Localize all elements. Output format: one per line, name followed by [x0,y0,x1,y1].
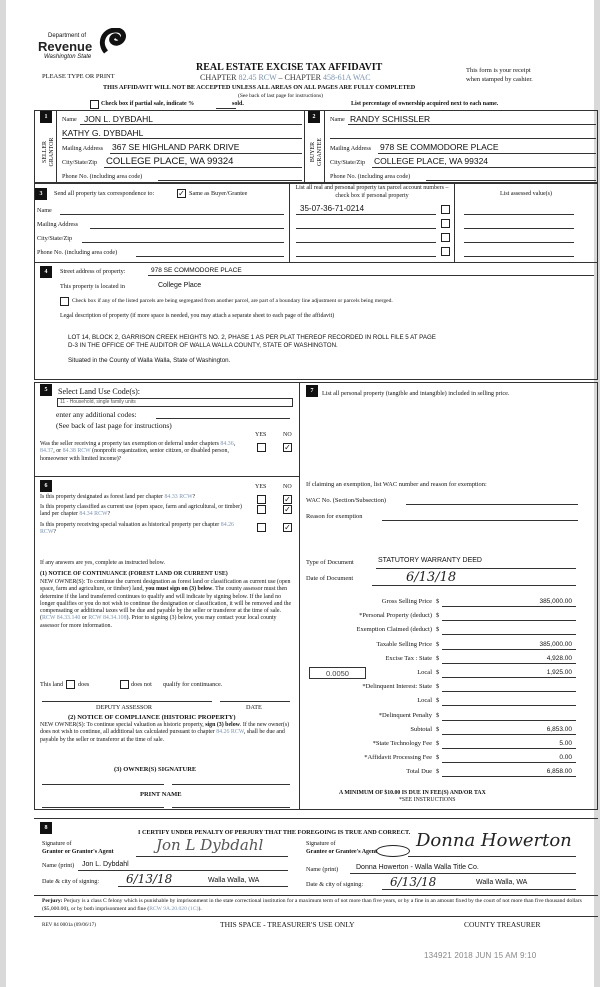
fee-field[interactable] [442,634,576,635]
seller-name-label: Name [62,116,77,123]
land-use-see-back: (See back of last page for instructions) [56,421,172,430]
doc-date-label: Date of Document [306,575,354,582]
currency-sign: $ [436,768,440,776]
this-land-label: This land [40,681,64,688]
s6-yes-checkbox[interactable] [257,505,266,514]
s6-yes-header: YES [255,484,267,490]
grantor-name-label: Name (print) [42,862,75,869]
assessed-value-field[interactable] [464,242,574,243]
buyer-city-field[interactable] [372,167,596,168]
chapter-rcw-link[interactable]: 82.45 RCW [238,73,277,82]
partial-sale-sold: sold. [232,101,244,107]
treasurer-only: THIS SPACE - TREASURER'S USE ONLY [220,920,355,929]
legal-line3: Situated in the County of Walla Walla, State of Washington. [68,357,231,364]
personal-property-checkbox[interactable] [441,205,450,214]
s6-rcw-link[interactable]: 84.34 RCW [79,511,108,518]
buyer-name-field[interactable] [348,124,596,125]
grantor-date-label: Date & city of signing: [42,878,100,885]
assessed-header: List assessed value(s) [500,191,552,197]
chapter-prefix: CHAPTER [200,73,239,82]
owner-print-name-field-1[interactable] [42,807,164,808]
chapter-wac-link[interactable]: 458-61A WAC [322,73,371,82]
land-use-label: Select Land Use Code(s): [58,387,140,396]
parcel-number-field[interactable] [296,256,436,257]
grantee-name-field[interactable] [350,873,576,874]
correspondence-phone-label: Phone No. (including area code) [37,249,118,256]
fee-label: *Delinquent Interest: State [362,683,432,691]
receipt-line2: when stamped by cashier. [466,76,533,83]
seller-mailing-value: 367 SE HIGHLAND PARK DRIVE [112,142,240,152]
correspondence-name-field[interactable] [60,214,284,215]
seller-name-value: JON L. DYBDAHL [84,114,153,124]
assessed-value-field[interactable] [464,214,574,215]
agent-circle-mark [376,845,410,857]
same-as-buyer-checkbox[interactable]: ✓ [178,189,185,198]
fee-label: *Delinquent Penalty [378,711,432,719]
fee-label: Subtotal [410,725,432,733]
fee-value: 1,925.00 [546,669,572,676]
minimum-note: A MINIMUM OF $10.00 IS DUE IN FEE(S) AND/OR TAX [339,790,486,796]
grantee-sig-label-2: Grantee or Grantee's Agent [306,849,378,855]
grantee-name-value: Donna Howerton - Walla Walla Title Co. [356,864,479,871]
correspondence-phone-field[interactable] [136,256,284,257]
notice1-a: NEW OWNER(S): To continue the current designation as forest land or classification as current use (open space, farm and agriculture, or timber) land, [40,579,291,593]
logo-line1: Department of [48,33,87,39]
notice2-c: , shall be due and payable by the seller or transferor at the time of sale. [40,729,285,743]
assessed-value-field[interactable] [464,228,574,229]
fee-value: 6,853.00 [546,725,572,733]
s6-question-tail: ? [192,494,196,500]
land-use-value: 11 - Household, single family units [60,399,136,405]
grantee-signature-field[interactable] [408,856,576,857]
fee-value: 385,000.00 [539,598,572,605]
s5-no-checkbox[interactable]: ✓ [284,443,291,452]
section-8-number: 8 [40,822,52,834]
fee-field[interactable] [442,620,576,621]
fee-label: Exemption Claimed (deduct) [356,626,432,634]
assessed-value-field[interactable] [464,256,574,257]
owner-signature-field-1[interactable] [42,784,164,785]
buyer-name2-field[interactable] [330,138,596,139]
dor-logo-icon [98,28,126,54]
please-type: PLEASE TYPE OR PRINT [42,73,115,80]
does-not-checkbox[interactable] [120,680,129,689]
grantee-name-label: Name (print) [306,866,339,873]
currency-sign: $ [436,598,440,605]
does-label: does [78,681,90,688]
partial-sale-label: Check box if partial sale, indicate % [101,101,195,107]
receipt-line1: This form is your receipt [466,67,531,74]
buyer-grantee-label [310,132,324,172]
correspondence-mailing-label: Mailing Address [37,221,79,228]
rcw-84-33-140-link[interactable]: RCW 84.33.140 [41,615,81,622]
rcw-84-34-108-link[interactable]: RCW 84.34.108 [88,615,127,622]
segregated-label: Check box if any of the listed parcels are being segregated from another parcel, are part of a boundary line adjustment or parcels being merged. [72,298,393,304]
doc-date-field[interactable] [372,585,576,586]
same-as-buyer-label: Same as Buyer/Grantee [189,190,248,197]
q-sep2: , or [53,448,63,455]
grantor-sig-label-1: Signature of [42,841,72,847]
print-name-label: PRINT NAME [140,791,182,798]
section-5-number: 5 [40,384,52,396]
doc-type-label: Type of Document [306,559,354,566]
exemption-question [40,441,250,463]
parcel-number-field[interactable] [296,228,436,229]
fee-field[interactable] [442,762,576,763]
buyer-city-label: City/State/Zip [330,159,366,166]
legal-line1: LOT 14, BLOCK 2, GARRISON CREEK HEIGHTS NO. 2, PHASE 1 AS PER PLAT THEREOF RECORDED IN ROLL FILE 5 AT PAGE [68,334,436,341]
notice2-title: (2) NOTICE OF COMPLIANCE (HISTORIC PROPERTY) [68,714,236,721]
seller-phone-field[interactable] [158,180,302,181]
perjury-text: Perjury is a class C felony which is punishable by imprisonment in the state correctional institution for a maximum term of not more than five years, or by a fine in an amount fixed by the court of not more than five thousand dollars ($5,000.00), or by both imprisonment and fine ( [42,898,582,912]
correspondence-city-label: City/State/Zip [37,235,73,242]
certify-statement: I CERTIFY UNDER PENALTY OF PERJURY THAT THE FOREGOING IS TRUE AND CORRECT. [138,829,411,836]
grantor-signature: Jon L Dybdahl [156,836,264,854]
fee-field[interactable] [442,705,576,706]
s6-question-tail: ? [53,529,57,536]
fee-label: *Affidavit Processing Fee [364,754,432,762]
seller-label: SELLER [42,141,48,163]
partial-sale-checkbox[interactable] [90,100,99,109]
currency-sign: $ [436,697,440,705]
land-use-select[interactable] [57,398,293,407]
section6-top-rule [34,476,300,477]
deputy-date-field[interactable] [220,701,290,702]
exemption-claim-label: If claiming an exemption, list WAC number and reason for exemption: [306,481,487,488]
grantor-name-field[interactable] [78,870,288,871]
fee-label: Local [417,669,432,676]
s6-yes-checkbox[interactable] [257,523,266,532]
seller-mailing-label: Mailing Address [62,145,104,152]
perjury-end: ). [198,905,202,912]
currency-sign: $ [436,626,440,634]
grantor-name-value: Jon L. Dybdahl [82,861,129,868]
doc-date-value: 6/13/18 [406,570,457,585]
currency-sign: $ [436,740,440,747]
grantee-date-label: Date & city of signing: [306,881,364,888]
notice1-body [40,579,295,630]
rcw-84-26-link[interactable]: 84.26 RCW [216,729,244,736]
notice1-c: ). Prior to signing (3) below, you may contact your local county assessor for more information. [40,615,277,629]
seller-name2-value: KATHY G. DYBDAHL [62,128,144,138]
fee-value: 5.00 [559,740,572,747]
correspondence-name-label: Name [37,207,52,214]
buyer-city-value: COLLEGE PLACE, WA 99324 [374,156,489,166]
fee-field[interactable] [442,649,576,650]
buyer-mailing-label: Mailing Address [330,145,372,152]
currency-sign: $ [436,654,440,662]
notice2-a: NEW OWNER(S): To continue special valuation as historic property, [40,722,206,728]
fee-field[interactable] [442,748,576,749]
notice1-or: or [80,615,89,622]
s5-no-header: NO [283,432,292,438]
legal-line2: D-3 IN THE OFFICE OF THE AUDITOR OF WALLA WALLA COUNTY, STATE OF WASHINGTON. [68,342,338,349]
grantor-date-field[interactable] [118,886,288,887]
grantee-signature: Donna Howerton [416,830,572,851]
partial-sale-percent-field[interactable] [216,108,236,109]
section-mid-divider [304,110,305,183]
fee-label: Local [417,697,432,705]
s6-question [40,522,245,537]
recording-stamp: 134921 2018 JUN 15 AM 9:10 [424,951,537,960]
parcel-number-field[interactable] [296,242,436,243]
legal-description-label: Legal description of property (if more space is needed, you may attach a separate sheet to each page of the affidavit) [60,313,335,319]
grantee-date-field[interactable] [382,889,576,890]
fee-field[interactable] [442,677,576,678]
grantee-date-value: 6/13/18 [390,875,437,889]
grantor-label: GRANTOR [49,137,55,167]
does-not-label: does not [131,681,152,688]
currency-sign: $ [436,640,440,648]
correspondence-city-field[interactable] [82,242,284,243]
grantor-signature-field[interactable] [136,856,288,857]
fee-label: *State Technology Fee [372,740,432,747]
section1-divider [56,110,57,183]
logo-line3: Washington State [44,54,92,60]
reason-field[interactable] [382,520,578,521]
see-instructions-note: *SEE INSTRUCTIONS [399,797,456,803]
wac-field[interactable] [406,504,578,505]
grantee-label: GRANTEE [317,138,323,166]
s6-question-text: Is this property classified as current use (open space, farm and agricultural, or timber) land per chapter [40,504,243,518]
street-address-field[interactable] [148,275,594,276]
additional-codes-field[interactable] [156,418,290,419]
county-treasurer: COUNTY TREASURER [464,920,541,929]
footer-top-rule [34,895,598,896]
seller-name2-field[interactable] [62,138,302,139]
wac-label: WAC No. (Section/Subsection) [306,497,387,504]
s6-question-tail: ? [107,511,111,518]
s6-no-checkbox[interactable]: ✓ [284,505,291,514]
send-correspondence-label: Send all property tax correspondence to: [54,190,155,197]
seller-name-field[interactable] [80,124,302,125]
receipt-note [466,66,533,84]
logo-line2: Revenue [38,39,93,54]
s6-rcw-link[interactable]: 84.33 RCW [164,494,193,500]
notice2-bold: sign (3) below [205,722,240,728]
q-text-a: Was the seller receiving a property tax exemption or deferral under chapters [40,441,221,447]
form-id: REV 84 0001a (09/06/17) [42,922,96,928]
seller-mailing-field[interactable] [110,153,302,154]
section-6-number: 6 [40,480,52,492]
parcel-header: List all real and personal property tax parcel account numbers – check box if personal property [295,185,449,199]
located-in-label: This property is located in [60,283,125,290]
notice1-title: (1) NOTICE OF CONTINUANCE (FOREST LAND OR CURRENT USE) [40,571,228,577]
personal-property-checkbox[interactable] [441,233,450,242]
correspondence-mailing-field[interactable] [90,228,284,229]
form-chapter [200,73,371,82]
rcw-84-38-link[interactable]: 84.38 RCW [62,448,91,455]
rcw-9a-link[interactable]: RCW 9A.20.020 (1C) [149,905,199,912]
rcw-84-37-link[interactable]: 84.37 [40,448,54,455]
s6-no-header: NO [283,484,292,490]
affidavit-page [6,0,594,987]
buyer-mailing-value: 978 SE COMMODORE PLACE [380,142,499,152]
grantee-city-value: Walla Walla, WA [476,879,528,886]
fee-label: Total Due [406,768,432,776]
owner-signature-title: (3) OWNER(S) SIGNATURE [114,766,197,773]
tax-rate-value: 0.0050 [326,669,349,678]
grantor-date-value: 6/13/18 [126,872,173,886]
doc-type-field[interactable] [376,568,576,569]
s6-yes-checkbox[interactable] [257,495,266,504]
fee-value: 6,858.00 [546,768,572,776]
parcel-number-value: 35-07-36-71-0214 [300,204,365,213]
currency-sign: $ [436,612,440,620]
buyer-name-value: RANDY SCHISSLER [350,114,431,124]
s5-yes-header: YES [255,432,267,438]
fee-value: 0.00 [559,754,572,762]
notice2-body [40,722,296,744]
if-yes-note: If any answers are yes, complete as instructed below. [40,560,165,566]
grantor-sig-label-2: Grantor or Grantor's Agent [42,849,114,855]
personal-property-checkbox[interactable] [441,247,450,256]
buyer-label: BUYER [310,141,316,163]
notice1-bold: you must sign on (3) below [145,586,213,593]
fee-label: Taxable Selling Price [376,640,432,648]
section3-divider-b [454,183,455,263]
currency-sign: $ [436,683,440,691]
fee-field[interactable] [442,776,576,777]
footer-bottom-rule [34,916,598,917]
s6-question-text: Is this property designated as forest land per chapter [40,494,165,500]
reason-label: Reason for exemption [306,513,363,520]
notice2-b: . If the new owner(s) does not wish to continue, all additional tax calculated pursuant to chapter [40,722,290,736]
buyer-mailing-field[interactable] [378,153,596,154]
grantee-sig-label [306,840,377,856]
section-4-number: 4 [40,266,52,278]
fee-value: 4,928.00 [546,654,572,662]
seller-grantor-label [42,132,56,172]
fee-label: Gross Selling Price [381,598,432,605]
section-1-number: 1 [40,111,52,123]
form-title: REAL ESTATE EXCISE TAX AFFIDAVIT [196,62,383,73]
rcw-84-36-link[interactable]: 84.36 [220,441,234,447]
deputy-date-label: DATE [246,704,262,711]
fee-value: 385,000.00 [539,640,572,648]
grantor-sig-label [42,840,114,856]
fee-field[interactable] [442,734,576,735]
qualify-label: qualify for continuance. [163,681,223,688]
personal-property-label: List all personal property (tangible and intangible) included in selling price. [322,390,510,397]
parcel-number-field[interactable] [296,214,436,215]
grantor-city-value: Walla Walla, WA [208,877,260,884]
buyer-phone-label: Phone No. (including area code) [330,173,411,180]
s6-no-checkbox[interactable]: ✓ [284,523,291,532]
additional-codes-label: enter any additional codes: [56,410,137,419]
section-3-number: 3 [35,188,47,200]
currency-sign: $ [436,725,440,733]
street-address-label: Street address of property: [60,268,126,275]
section-7-number: 7 [306,385,318,397]
fee-field[interactable] [442,691,576,692]
seller-city-label: City/State/Zip [62,159,98,166]
personal-property-checkbox[interactable] [441,219,450,228]
perjury-notice [42,898,582,913]
see-back-note: (See back of last page for instructions) [238,93,323,99]
chapter-mid: – CHAPTER [276,73,323,82]
deputy-assessor-sig-field[interactable] [42,701,212,702]
s6-question [40,504,245,519]
section-2-number: 2 [308,111,320,123]
fee-label: Excise Tax : State [385,654,432,662]
fee-field[interactable] [442,720,576,721]
currency-sign: $ [436,669,440,676]
deputy-assessor-label: DEPUTY ASSESSOR [96,704,152,711]
section2-divider [324,110,325,183]
seller-city-value: COLLEGE PLACE, WA 99324 [106,156,234,167]
does-checkbox[interactable] [66,680,75,689]
section3-divider-a [289,183,290,263]
dor-logo [38,30,148,66]
located-in-value: College Place [158,282,202,289]
notice1-b: . The county assessor must then determine if the land transferred continues to qualify and will indicate by signing below. If the land no longer qualifies or you do not wish to continue the designation or classification, it will be removed and the compensating or additional taxes will be due and payable by the seller or transferor at the time of sale. ( [40,586,292,622]
q-sep1: , [233,441,236,447]
seller-phone-label: Phone No. (including area code) [62,173,143,180]
s6-question [40,494,245,501]
perjury-bold: Perjury: [42,898,63,904]
owner-signature-field-2[interactable] [172,784,290,785]
q-text-b: (nonprofit organization, senior citizen, or disabled person, homeowner with limited income)? [40,448,229,462]
fee-field[interactable] [442,606,576,607]
buyer-phone-field[interactable] [426,180,596,181]
grantee-sig-label-1: Signature of [306,841,336,847]
fee-label: *Personal Property (deduct) [359,612,432,620]
s6-question-text: Is this property receiving special valuation as historical property per chapter [40,522,221,528]
s6-rcw-link[interactable]: 84.26 RCW [40,522,235,536]
currency-sign: $ [436,711,440,719]
s5-yes-checkbox[interactable] [257,443,266,452]
street-address-value: 978 SE COMMODORE PLACE [151,267,242,274]
segregated-checkbox[interactable] [60,297,69,306]
ownership-note: List percentage of ownership acquired next to each name. [351,101,499,107]
owner-print-name-field-2[interactable] [172,807,290,808]
fee-field[interactable] [442,663,576,664]
currency-sign: $ [436,754,440,762]
buyer-name-label: Name [330,116,345,123]
seller-city-field[interactable] [104,167,302,168]
s6-no-checkbox[interactable]: ✓ [284,495,291,504]
warning-banner: THIS AFFIDAVIT WILL NOT BE ACCEPTED UNLESS ALL AREAS ON ALL PAGES ARE FULLY COMPLETED [103,84,416,91]
doc-type-value: STATUTORY WARRANTY DEED [378,557,482,564]
